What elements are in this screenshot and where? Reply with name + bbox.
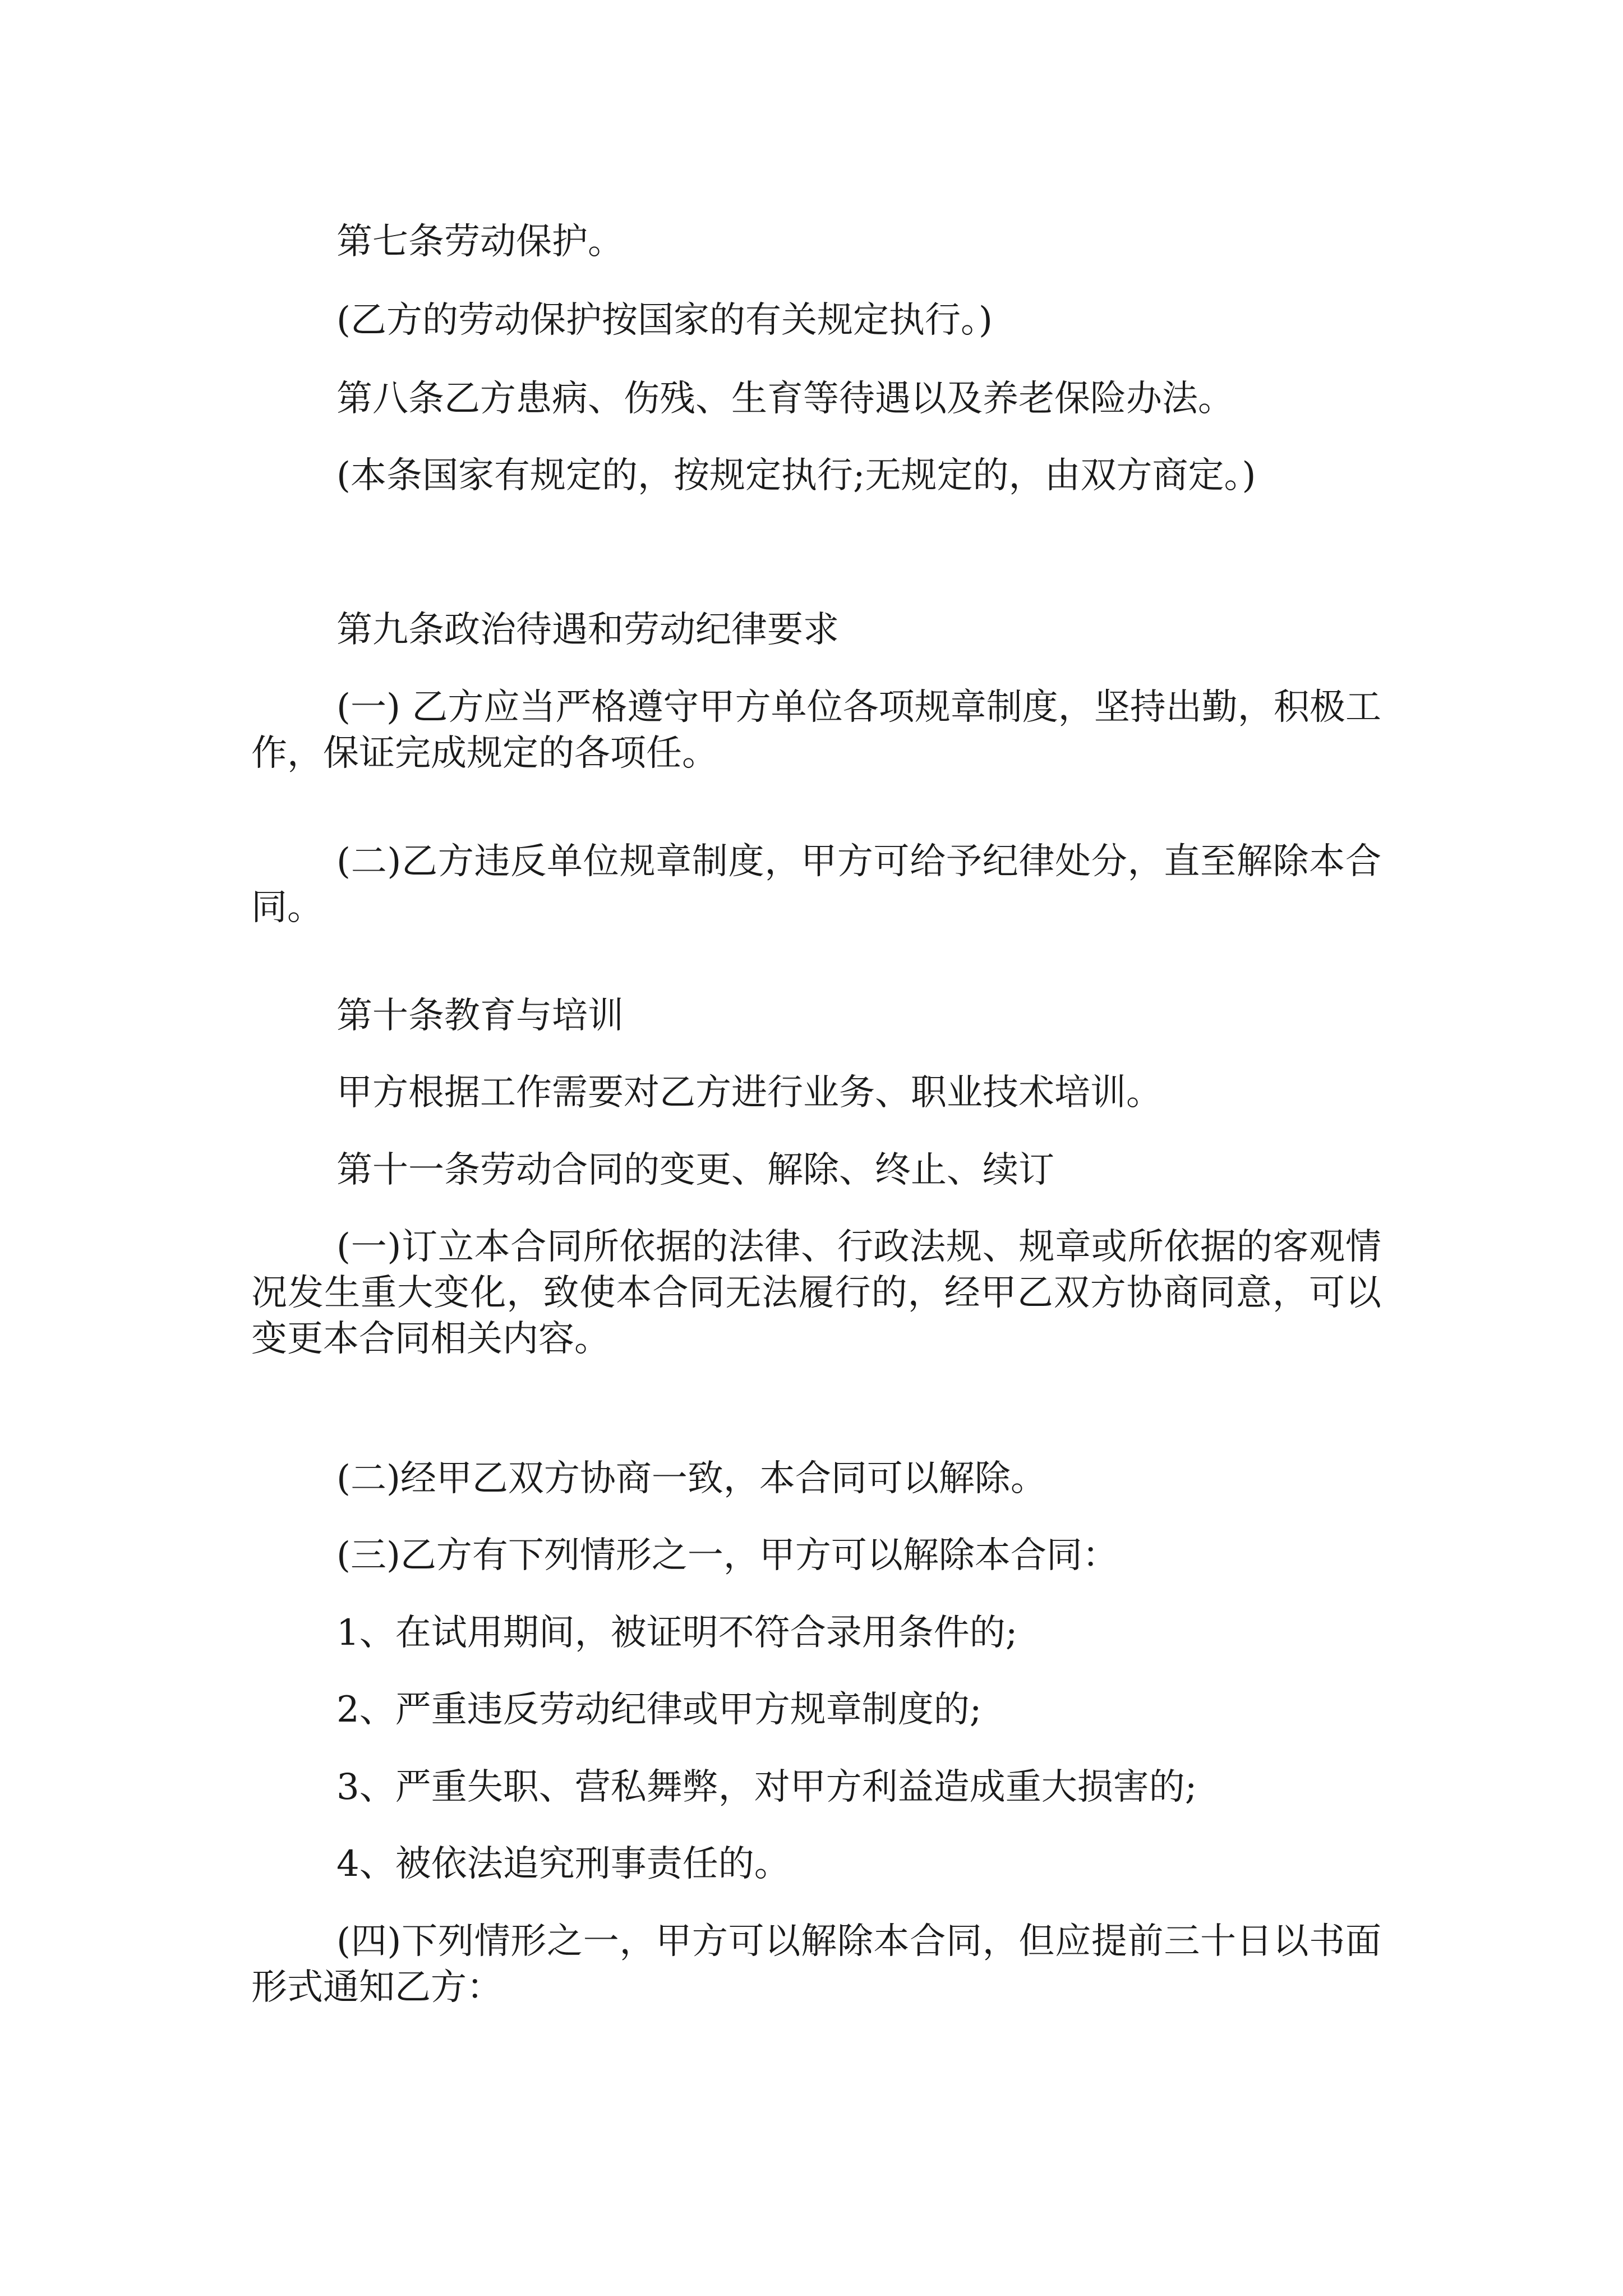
paragraph-article-9-item-2: (二)乙方违反单位规章制度，甲方可给予纪律处分，直至解除本合同。 (251, 841, 1381, 928)
paragraph-article-11-item-3: (三)乙方有下列情形之一，甲方可以解除本合同： (336, 1535, 1118, 1576)
paragraph-article-8-title: 第八条乙方患病、伤残、生育等待遇以及养老保险办法。 (336, 378, 1234, 420)
paragraph-article-11-item-2: (二)经甲乙双方协商一致，本合同可以解除。 (336, 1458, 1046, 1499)
paragraph-article-7-body: (乙方的劳动保护按国家的有关规定执行。) (336, 300, 993, 341)
paragraph-article-9-item-1: (一) 乙方应当严格遵守甲方单位各项规章制度，坚持出勤，积极工作，保证完成规定的各项任。 (251, 687, 1381, 774)
paragraph-article-8-body: (本条国家有规定的，按规定执行;无规定的，由双方商定。) (336, 455, 1256, 496)
paragraph-article-11-item-4: (四)下列情形之一，甲方可以解除本合同，但应提前三十日以书面形式通知乙方： (251, 1921, 1381, 2008)
paragraph-article-11-item-1: (一)订立本合同所依据的法律、行政法规、规章或所依据的客观情况发生重大变化，致使本合同无法履行的，经甲乙双方协商同意，可以变更本合同相关内容。 (251, 1226, 1381, 1360)
paragraph-article-10-title: 第十条教育与培训 (336, 995, 624, 1037)
list-item-3: 3、严重失职、营私舞弊，对甲方利益造成重大损害的; (336, 1766, 1197, 1808)
paragraph-article-9-title: 第九条政治待遇和劳动纪律要求 (336, 609, 839, 651)
document-body (251, 0, 1381, 2296)
list-item-1: 1、在试用期间，被证明不符合录用条件的; (336, 1612, 1018, 1654)
paragraph-article-10-body: 甲方根据工作需要对乙方进行业务、职业技术培训。 (336, 1072, 1162, 1114)
list-item-2: 2、严重违反劳动纪律或甲方规章制度的; (336, 1689, 982, 1731)
paragraph-article-11-title: 第十一条劳动合同的变更、解除、终止、续订 (336, 1149, 1054, 1191)
list-item-4: 4、被依法追究刑事责任的。 (336, 1843, 790, 1885)
paragraph-article-7-title: 第七条劳动保护。 (336, 221, 624, 263)
